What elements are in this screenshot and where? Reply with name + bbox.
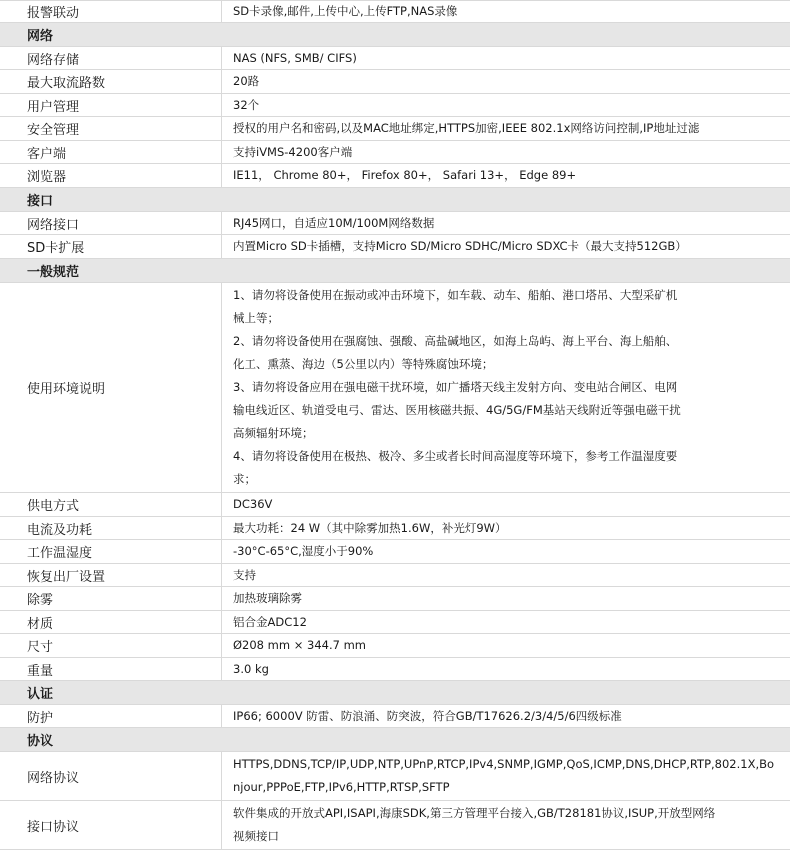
spec-label: 报警联动	[0, 1, 222, 22]
spec-row	[0, 587, 790, 611]
spec-label: 用户管理	[0, 94, 222, 116]
spec-row	[0, 47, 790, 70]
spec-value-multiline	[222, 283, 790, 492]
spec-value: 32个	[233, 97, 260, 112]
spec-label: SD卡扩展	[0, 235, 222, 258]
spec-label: 重量	[0, 658, 222, 680]
spec-value: 铝合金ADC12	[233, 614, 307, 629]
spec-label: 最大取流路数	[0, 70, 222, 93]
spec-value-line: 3、请勿将设备应用在强电磁干扰环境，如广播塔天线主发射方向、变电站合闸区、电网	[233, 380, 678, 394]
spec-row	[0, 658, 790, 681]
spec-label: 接口协议	[0, 801, 222, 849]
spec-value: 最大功耗：24 W（其中除雾加热1.6W，补光灯9W）	[233, 520, 507, 535]
spec-row	[0, 705, 790, 728]
spec-value-line: HTTPS,DDNS,TCP/IP,UDP,NTP,UPnP,RTCP,IPv4,SNMP,IGMP,QoS,ICMP,DNS,DHCP,RTP,802.1X,Bo	[233, 757, 775, 771]
spec-row	[0, 0, 790, 23]
spec-value-line: 输电线近区、轨道受电弓、雷达、医用核磁共振、4G/5G/FM基站天线附近等强电磁干扰	[233, 403, 681, 417]
spec-row	[0, 564, 790, 587]
spec-row	[0, 517, 790, 540]
spec-value: SD卡录像,邮件,上传中心,上传FTP,NAS录像	[233, 4, 458, 18]
spec-value-line: 软件集成的开放式API,ISAPI,海康SDK,第三方管理平台接入,GB/T28181协议,ISUP,开放型网络	[233, 806, 716, 820]
spec-row	[0, 235, 790, 259]
spec-value: IP66; 6000V 防雷、防浪涌、防突波，符合GB/T17626.2/3/4/5/6四级标准	[233, 708, 622, 723]
spec-row	[0, 70, 790, 94]
spec-label: 浏览器	[0, 164, 222, 187]
spec-label: 恢复出厂设置	[0, 564, 222, 586]
spec-value-line: 械上等；	[233, 311, 279, 325]
spec-value: -30°C-65°C,湿度小于90%	[233, 544, 374, 558]
section-header: 认证	[0, 681, 790, 705]
section-header: 网络	[0, 23, 790, 47]
spec-value-line: 4、请勿将设备使用在极热、极冷、多尘或者长时间高湿度等环境下，参考工作温湿度要	[233, 449, 678, 463]
spec-label: 网络协议	[0, 752, 222, 800]
spec-row	[0, 540, 790, 564]
spec-label: 材质	[0, 611, 222, 633]
spec-row	[0, 164, 790, 188]
spec-label: 工作温湿度	[0, 540, 222, 563]
spec-value-line: 2、请勿将设备使用在强腐蚀、强酸、高盐碱地区，如海上岛屿、海上平台、海上船舶、	[233, 334, 678, 348]
spec-label: 使用环境说明	[0, 283, 222, 492]
section-header: 一般规范	[0, 259, 790, 283]
spec-row	[0, 212, 790, 235]
spec-row	[0, 801, 790, 850]
spec-value-line: 1、请勿将设备使用在振动或冲击环境下，如车载、动车、船舶、港口塔吊、大型采矿机	[233, 288, 678, 302]
spec-value-multiline	[222, 801, 790, 849]
spec-value: IE11， Chrome 80+， Firefox 80+， Safari 13+， Edge 89+	[233, 168, 577, 182]
spec-value: 内置Micro SD卡插槽，支持Micro SD/Micro SDHC/Micro SDXC卡（最大支持512GB）	[233, 239, 687, 253]
spec-value-line: 高频辐射环境；	[233, 426, 314, 440]
spec-value: DC36V	[233, 497, 273, 511]
spec-row	[0, 611, 790, 634]
spec-label: 网络接口	[0, 212, 222, 234]
spec-value-line: njour,PPPoE,FTP,IPv6,HTTP,RTSP,SFTP	[233, 780, 450, 794]
spec-value: 加热玻璃除雾	[233, 591, 302, 605]
spec-value: Ø208 mm × 344.7 mm	[233, 638, 366, 652]
spec-label: 除雾	[0, 587, 222, 610]
spec-label: 安全管理	[0, 117, 222, 140]
spec-row	[0, 283, 790, 493]
spec-row	[0, 117, 790, 141]
spec-value-multiline	[222, 752, 790, 800]
spec-value: 支持iVMS-4200客户端	[233, 144, 353, 159]
spec-row	[0, 493, 790, 517]
section-header: 接口	[0, 188, 790, 212]
spec-label: 电流及功耗	[0, 517, 222, 539]
spec-value: NAS (NFS, SMB/ CIFS)	[233, 50, 357, 65]
spec-label: 客户端	[0, 141, 222, 163]
spec-value-line: 求；	[233, 472, 256, 486]
spec-label: 尺寸	[0, 634, 222, 657]
spec-row	[0, 94, 790, 117]
spec-label: 防护	[0, 705, 222, 727]
spec-value: 支持	[233, 567, 256, 582]
spec-value-line: 化工、熏蒸、海边（5公里以内）等特殊腐蚀环境；	[233, 357, 494, 371]
spec-label: 供电方式	[0, 493, 222, 516]
spec-row	[0, 141, 790, 164]
spec-row	[0, 752, 790, 801]
spec-value: 3.0 kg	[233, 661, 269, 676]
spec-value-line: 视频接口	[233, 829, 279, 843]
spec-row	[0, 634, 790, 658]
spec-value: 20路	[233, 74, 260, 88]
spec-value: 授权的用户名和密码,以及MAC地址绑定,HTTPS加密,IEEE 802.1x网络访问控制,IP地址过滤	[233, 121, 700, 135]
section-header: 协议	[0, 728, 790, 752]
spec-label: 网络存储	[0, 47, 222, 69]
spec-value: RJ45网口，自适应10M/100M网络数据	[233, 215, 435, 230]
